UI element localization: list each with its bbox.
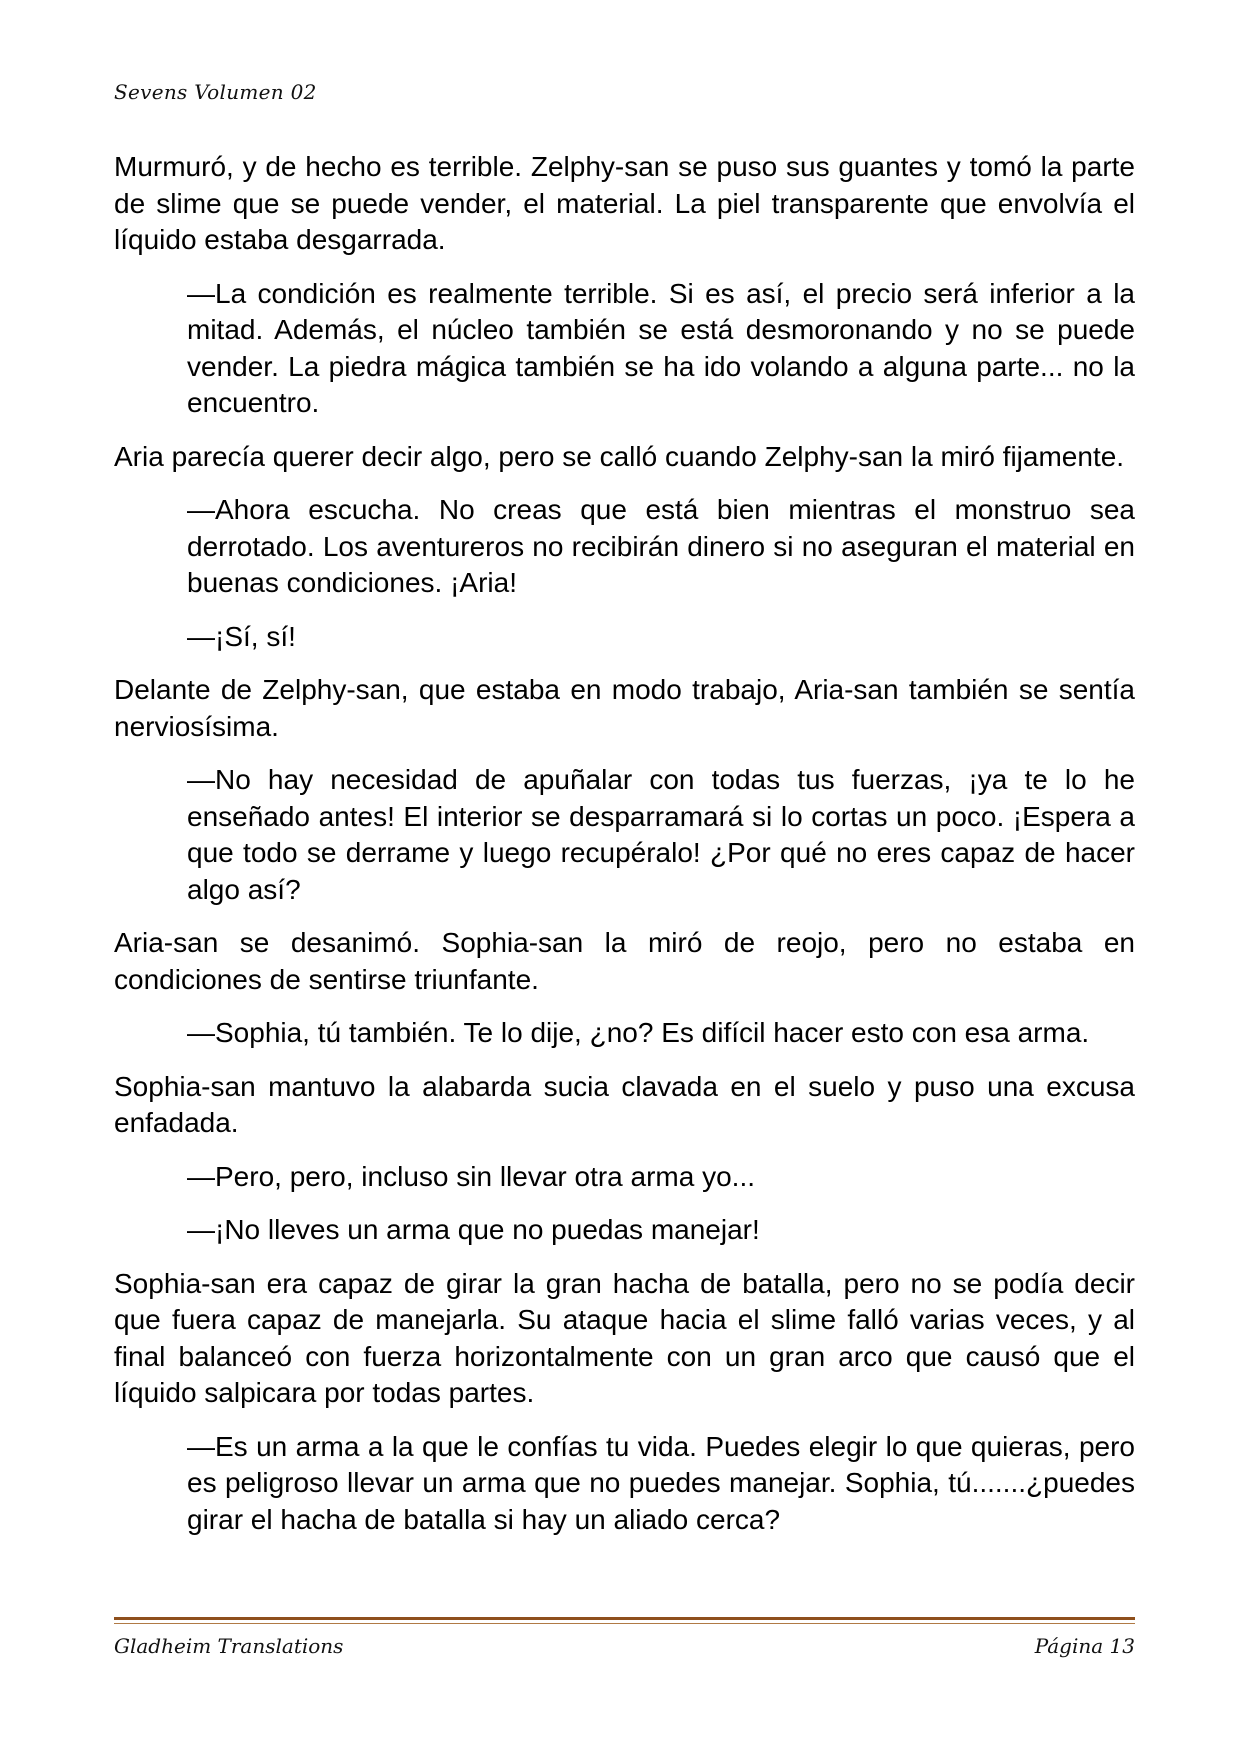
paragraph-dialogue: —Ahora escucha. No creas que está bien mientras el monstruo sea derrotado. Los aventureros no recibirán dinero si no aseguran el material en buenas condiciones. ¡Aria! <box>187 494 1135 598</box>
paragraph-dialogue: —¡No lleves un arma que no puedas manejar! <box>187 1214 760 1245</box>
footer-credit: Gladheim Translations <box>114 1634 344 1658</box>
paragraph-narration: Aria-san se desanimó. Sophia-san la miró de reojo, pero no estaba en condiciones de sentirse triunfante. <box>114 927 1135 995</box>
page-number: Página 13 <box>1034 1634 1135 1658</box>
paragraph-dialogue: —No hay necesidad de apuñalar con todas tus fuerzas, ¡ya te lo he enseñado antes! El interior se desparramará si lo cortas un poco. ¡Espera a que todo se derrame y luego recupéralo! ¿Por qué no eres capaz de hacer algo así? <box>187 764 1135 905</box>
running-header-title: Sevens Volumen 02 <box>114 80 317 104</box>
paragraph-dialogue: —Es un arma a la que le confías tu vida. Puedes elegir lo que quieras, pero es peligroso llevar un arma que no puedes manejar. Sophia, tú.......¿puedes girar el hacha de batalla si hay un aliado cerca? <box>187 1430 1135 1535</box>
paragraph-dialogue: —Sophia, tú también. Te lo dije, ¿no? Es difícil hacer esto con esa arma. <box>187 1017 1090 1048</box>
paragraph-narration: Aria parecía querer decir algo, pero se calló cuando Zelphy-san la miró fijamente. <box>114 440 1125 472</box>
footer-divider <box>114 1617 1135 1620</box>
paragraph-narration: Delante de Zelphy-san, que estaba en modo trabajo, Aria-san también se sentía nerviosísima. <box>114 674 1135 742</box>
paragraph-dialogue: —¡Sí, sí! <box>187 620 296 652</box>
paragraph-dialogue: —La condición es realmente terrible. Si es así, el precio será inferior a la mitad. Además, el núcleo también se está desmoronando y no se puede vender. La piedra mágica también se ha ido volando a alguna parte... no la encuentro. <box>187 277 1135 418</box>
paragraph-narration: Sophia-san mantuvo la alabarda sucia clavada en el suelo y puso una excusa enfadada. <box>114 1070 1135 1138</box>
paragraph-narration: Sophia-san era capaz de girar la gran hacha de batalla, pero no se podía decir que fuera capaz de manejarla. Su ataque hacia el slime falló varias veces, y al final balanceó con fuerza horizontalmente con un gran arco que causó que el líquido salpicara por todas partes. <box>114 1267 1135 1408</box>
paragraph-dialogue: —Pero, pero, incluso sin llevar otra arma yo... <box>187 1160 756 1192</box>
paragraph-narration: Murmuró, y de hecho es terrible. Zelphy-san se puso sus guantes y tomó la parte de slime que se puede vender, el material. La piel transparente que envolvía el líquido estaba desgarrada. <box>114 151 1135 255</box>
page-body <box>114 149 1135 1555</box>
